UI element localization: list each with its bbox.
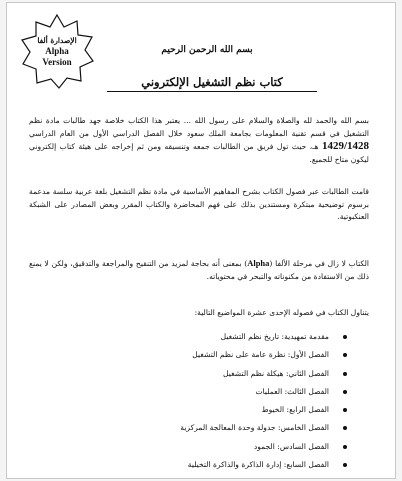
alpha-text-2: ) بمعنى أنه بحاجة لمزيد من التنقيح والمراجعة والتدقيق، ولكن لا يمنع ذلك من الاستفادة من مكنوناته والتبحر في محتوياته. bbox=[29, 259, 369, 281]
document-title: كتاب نظم التشغيل الإلكتروني bbox=[107, 75, 317, 92]
content-paragraph: قامت الطالبات عبر فصول الكتاب بشرح المفاهيم الأساسية في مادة نظم التشغيل بلغة عربية سلسة مدعمة برسوم توضيحية مبتكرة ومستندين بذلك على فهم المحاضرة والكتاب المقرر وبعض المصادر على الشبكة العنكبوتية. bbox=[29, 187, 369, 221]
bullet-icon bbox=[343, 408, 347, 412]
bullet-icon bbox=[343, 463, 347, 467]
list-item: الفصل الرابع: الخيوط bbox=[47, 401, 347, 419]
bullet-icon bbox=[343, 372, 347, 376]
list-item: الفصل الثاني: هيكلة نظم التشغيل bbox=[47, 365, 347, 383]
list-item: الفصل الخامس: جدولة وحدة المعالجة المركزية bbox=[47, 419, 347, 437]
badge-line-alpha: Alpha bbox=[45, 46, 69, 56]
alpha-text-1: الكتاب لا زال في مرحلة الألفا ( bbox=[269, 259, 369, 268]
badge-text bbox=[19, 35, 95, 68]
badge-line-version: Version bbox=[42, 57, 72, 67]
list-item: الفصل السابع: إدارة الذاكرة والذاكرة التخيلية bbox=[47, 456, 347, 474]
topics-list bbox=[47, 328, 347, 474]
alpha-stage-paragraph bbox=[29, 257, 369, 283]
bullet-icon bbox=[343, 335, 347, 339]
list-item: الفصل الثالث: العمليات bbox=[47, 383, 347, 401]
badge-line-arabic: الإصدارة ألفا bbox=[37, 36, 77, 45]
list-item: الفصل السادس: الجمود bbox=[47, 438, 347, 456]
alpha-version-badge bbox=[19, 13, 95, 89]
list-item: مقدمة تمهيدية: تاريخ نظم التشغيل bbox=[47, 328, 347, 346]
intro-paragraph bbox=[29, 115, 369, 166]
list-item: الفصل الأول: نظرة عامة على نظم التشغيل bbox=[47, 346, 347, 364]
intro-text-1: بسم الله والحمد لله والصلاة والسلام على رسول الله ... يعتبر هذا الكتاب خلاصة جهد طالبات مادة نظم التشغيل في قسم تقنية المعلومات بجامعة الملك سعود خلال الفصل الدراسي الأول من العام الدراسي bbox=[29, 116, 369, 138]
alpha-word: Alpha bbox=[247, 258, 270, 268]
intro-text-2: هـ، حيث تول فريق من الطالبات جمعه وتنسيقه ومن ثم إخراجه على هيئة كتاب إلكتروني ليكون متاح للجميع. bbox=[29, 142, 369, 164]
bullet-icon bbox=[343, 426, 347, 430]
academic-year: 1429/1428 bbox=[321, 140, 369, 152]
bullet-icon bbox=[343, 353, 347, 357]
topics-intro: يتناول الكتاب في فصوله الإحدى عشرة المواضيع التالية: bbox=[194, 308, 369, 317]
bullet-icon bbox=[343, 390, 347, 394]
document-page bbox=[6, 2, 396, 479]
bullet-icon bbox=[343, 445, 347, 449]
basmala-heading: بسم الله الرحمن الرحيم bbox=[161, 45, 253, 55]
